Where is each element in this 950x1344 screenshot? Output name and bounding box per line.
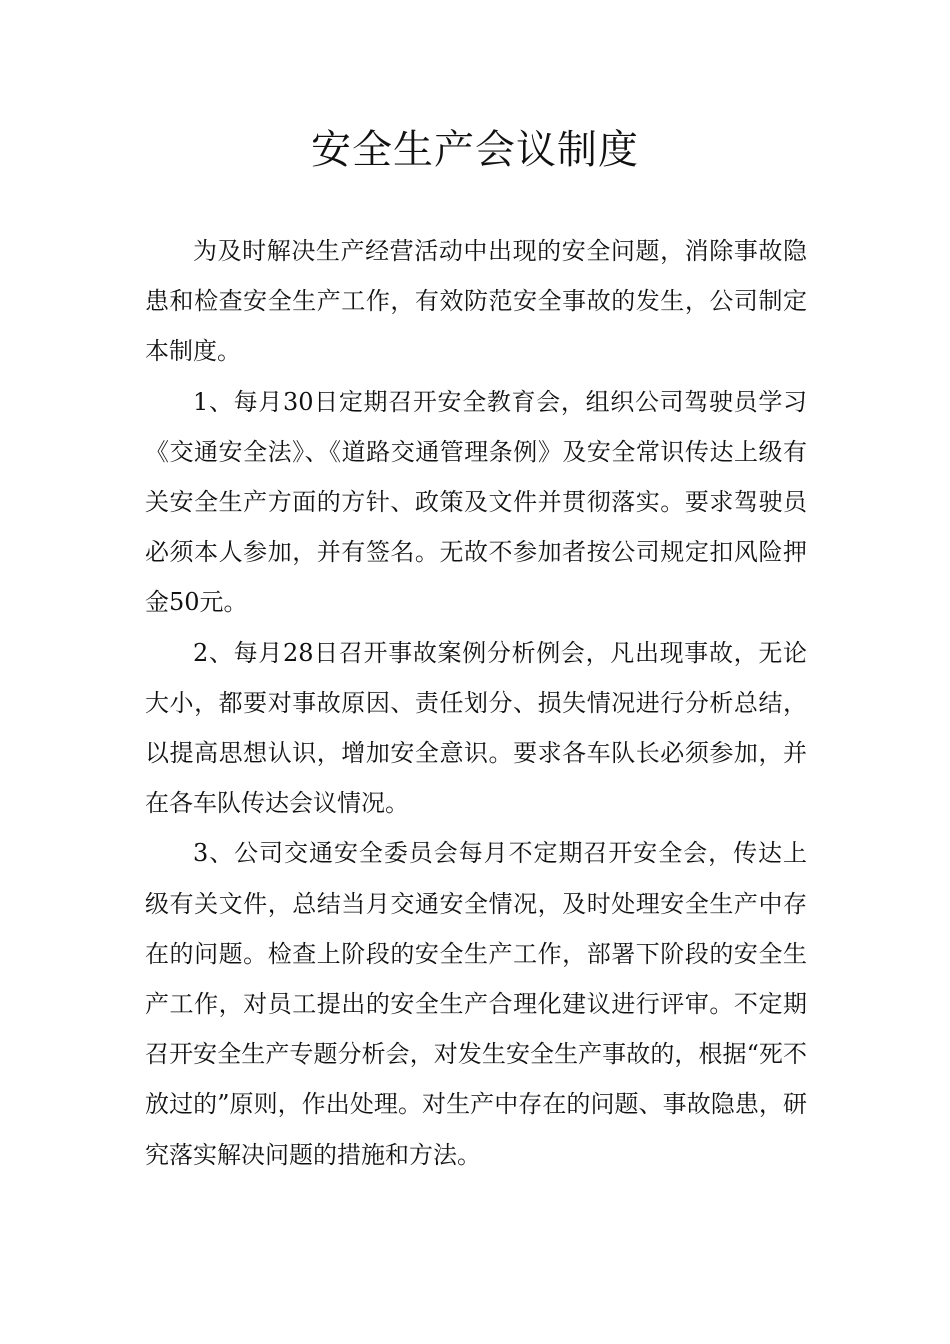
paragraph-item-2: 2、每月28日召开事故案例分析例会，凡出现事故，无论大小，都要对事故原因、责任划分、损失情况进行分析总结，以提高思想认识，增加安全意识。要求各车队长必须参加，并在各车队传达会议情况。 xyxy=(145,638,807,818)
paragraph-item-3: 3、公司交通安全委员会每月不定期召开安全会，传达上级有关文件，总结当月交通安全情况，及时处理安全生产中存在的问题。检查上阶段的安全生产工作，部署下阶段的安全生产工作，对员工提出的安全生产合理化建议进行评审。不定期召开安全生产专题分析会，对发生安全生产事故的，根据“死不放过的”原则，作出处理。对生产中存在的问题、事故隐患，研究落实解决问题的措施和方法。 xyxy=(145,839,807,1169)
document-body xyxy=(145,226,807,1180)
paragraph-item-1: 1、每月30日定期召开安全教育会，组织公司驾驶员学习《交通安全法》、《道路交通管理条例》及安全常识传达上级有关安全生产方面的方针、政策及文件并贯彻落实。要求驾驶员必须本人参加，并有签名。无故不参加者按公司规定扣风险押金50元。 xyxy=(145,387,807,617)
paragraph-intro: 为及时解决生产经营活动中出现的安全问题，消除事故隐患和检查安全生产工作，有效防范安全事故的发生，公司制定本制度。 xyxy=(145,237,807,366)
document-title: 安全生产会议制度 xyxy=(311,127,639,173)
